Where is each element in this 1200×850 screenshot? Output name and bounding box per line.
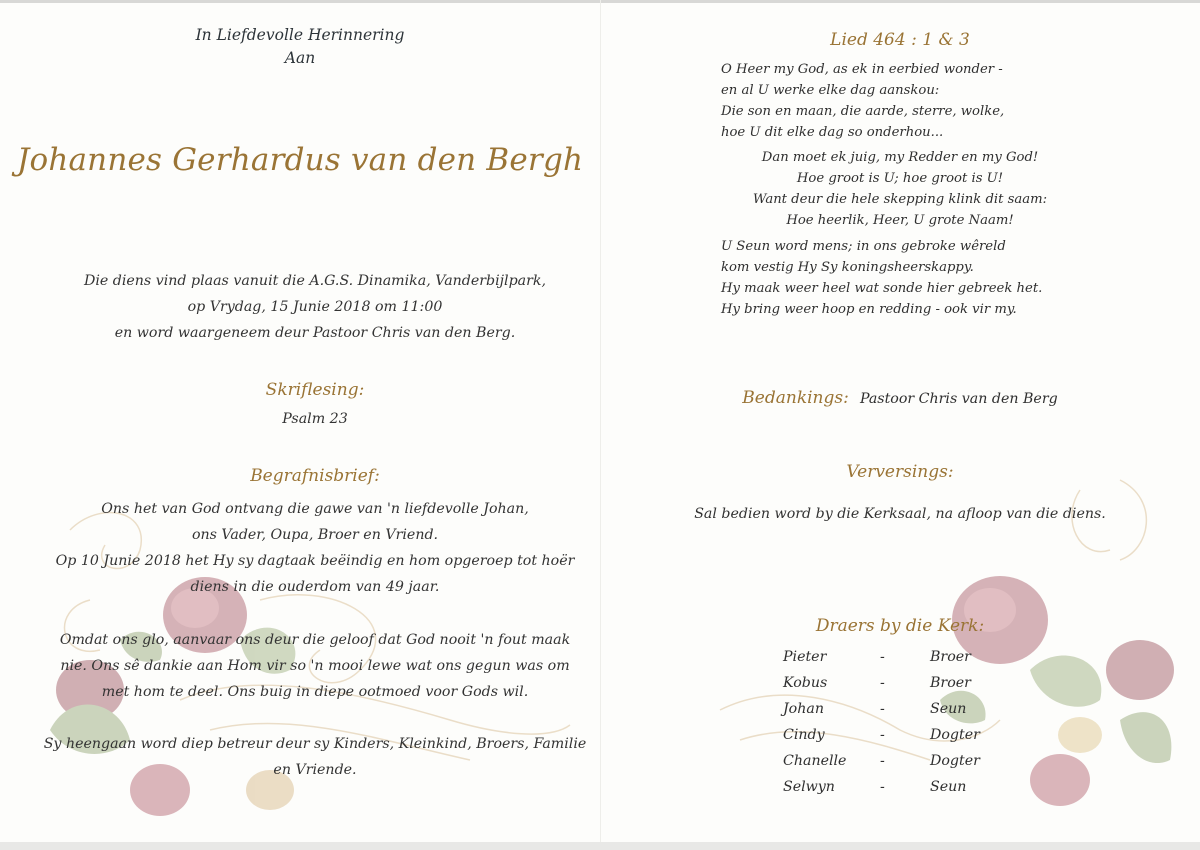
hymn-chorus-line: Hoe groot is U; hoe groot is U! xyxy=(796,171,1004,186)
hymn-verse-line: U Seun word mens; in ons gebroke wêreld xyxy=(721,239,1006,254)
bearer-name: Chanelle xyxy=(783,753,847,769)
refresh-title: Verversings: xyxy=(846,462,954,482)
letter-line: nie. Ons sê dankie aan Hom vir so 'n mooi lewe wat ons gegun was om xyxy=(60,658,570,674)
hymn-verse-line: Hy bring weer hoop en redding - ook vir my. xyxy=(721,302,1017,317)
letter-line: Sy heengaan word diep betreur deur sy Kinders, Kleinkind, Broers, Familie xyxy=(43,736,587,752)
thanks-row xyxy=(600,388,1200,408)
bearer-name: Kobus xyxy=(783,675,828,691)
letter-line: met hom te deel. Ons buig in diepe ootmoed voor Gods wil. xyxy=(101,684,529,700)
scripture-title: Skriflesing: xyxy=(265,380,365,400)
bearer-dash: - xyxy=(880,753,885,769)
service-line-3: en word waargeneem deur Pastoor Chris van den Berg. xyxy=(114,325,516,341)
bearer-name: Johan xyxy=(783,701,824,717)
letter-title: Begrafnisbrief: xyxy=(250,466,380,486)
bearer-name: Selwyn xyxy=(783,779,835,795)
hymn-chorus-line: Dan moet ek juig, my Redder en my God! xyxy=(761,150,1039,165)
letter-line: diens in die ouderdom van 49 jaar. xyxy=(190,579,440,595)
service-line-1: Die diens vind plaas vanuit die A.G.S. Dinamika, Vanderbijlpark, xyxy=(83,273,547,289)
bearer-relation: Broer xyxy=(930,649,971,665)
memorial-heading-aan: Aan xyxy=(284,49,316,67)
bearer-name: Pieter xyxy=(783,649,827,665)
bearer-relation: Broer xyxy=(930,675,971,691)
hymn-verse-line: Hy maak weer heel wat sonde hier gebreek het. xyxy=(721,281,1043,296)
letter-line: Op 10 Junie 2018 het Hy sy dagtaak beëindig en hom opgeroep tot hoër xyxy=(55,553,575,569)
bearer-dash: - xyxy=(880,727,885,743)
bearer-dash: - xyxy=(880,701,885,717)
hymn-verse-line: kom vestig Hy Sy koningsheerskappy. xyxy=(721,260,974,275)
bearer-relation: Seun xyxy=(930,701,967,717)
bearer-dash: - xyxy=(880,779,885,795)
scripture-text: Psalm 23 xyxy=(282,411,348,427)
hymn-chorus-line: Hoe heerlik, Heer, U grote Naam! xyxy=(786,213,1014,228)
bearer-dash: - xyxy=(880,649,885,665)
letter-line: Ons het van God ontvang die gawe van 'n liefdevolle Johan, xyxy=(101,501,529,517)
service-line-2: op Vrydag, 15 Junie 2018 om 11:00 xyxy=(187,299,443,315)
hymn-title: Lied 464 : 1 & 3 xyxy=(830,30,970,50)
bearers-title: Draers by die Kerk: xyxy=(815,616,985,636)
bearer-dash: - xyxy=(880,675,885,691)
thanks-title: Bedankings: xyxy=(742,388,849,408)
letter-line: Omdat ons glo, aanvaar ons deur die geloof dat God nooit 'n fout maak xyxy=(59,632,571,648)
letter-line: ons Vader, Oupa, Broer en Vriend. xyxy=(191,527,439,543)
memorial-heading: In Liefdevolle Herinnering xyxy=(195,26,405,44)
scan-bottom-edge xyxy=(0,842,1200,850)
deceased-name: Johannes Gerhardus van den Bergh xyxy=(16,142,584,178)
hymn-verse-line: Die son en maan, die aarde, sterre, wolke, xyxy=(721,104,1005,119)
hymn-verse-line: hoe U dit elke dag so onderhou... xyxy=(721,125,944,140)
hymn-verse-line: O Heer my God, as ek in eerbied wonder - xyxy=(721,62,1003,77)
hymn-chorus-line: Want deur die hele skepping klink dit saam: xyxy=(752,192,1048,207)
letter-line: en Vriende. xyxy=(273,762,357,778)
refresh-text: Sal bedien word by die Kerksaal, na afloop van die diens. xyxy=(694,506,1106,522)
bearer-relation: Dogter xyxy=(930,753,980,769)
bearer-relation: Seun xyxy=(930,779,967,795)
bearer-relation: Dogter xyxy=(930,727,980,743)
bearer-name: Cindy xyxy=(783,727,825,743)
thanks-text: Pastoor Chris van den Berg xyxy=(859,391,1058,407)
hymn-verse-line: en al U werke elke dag aanskou: xyxy=(721,83,940,98)
